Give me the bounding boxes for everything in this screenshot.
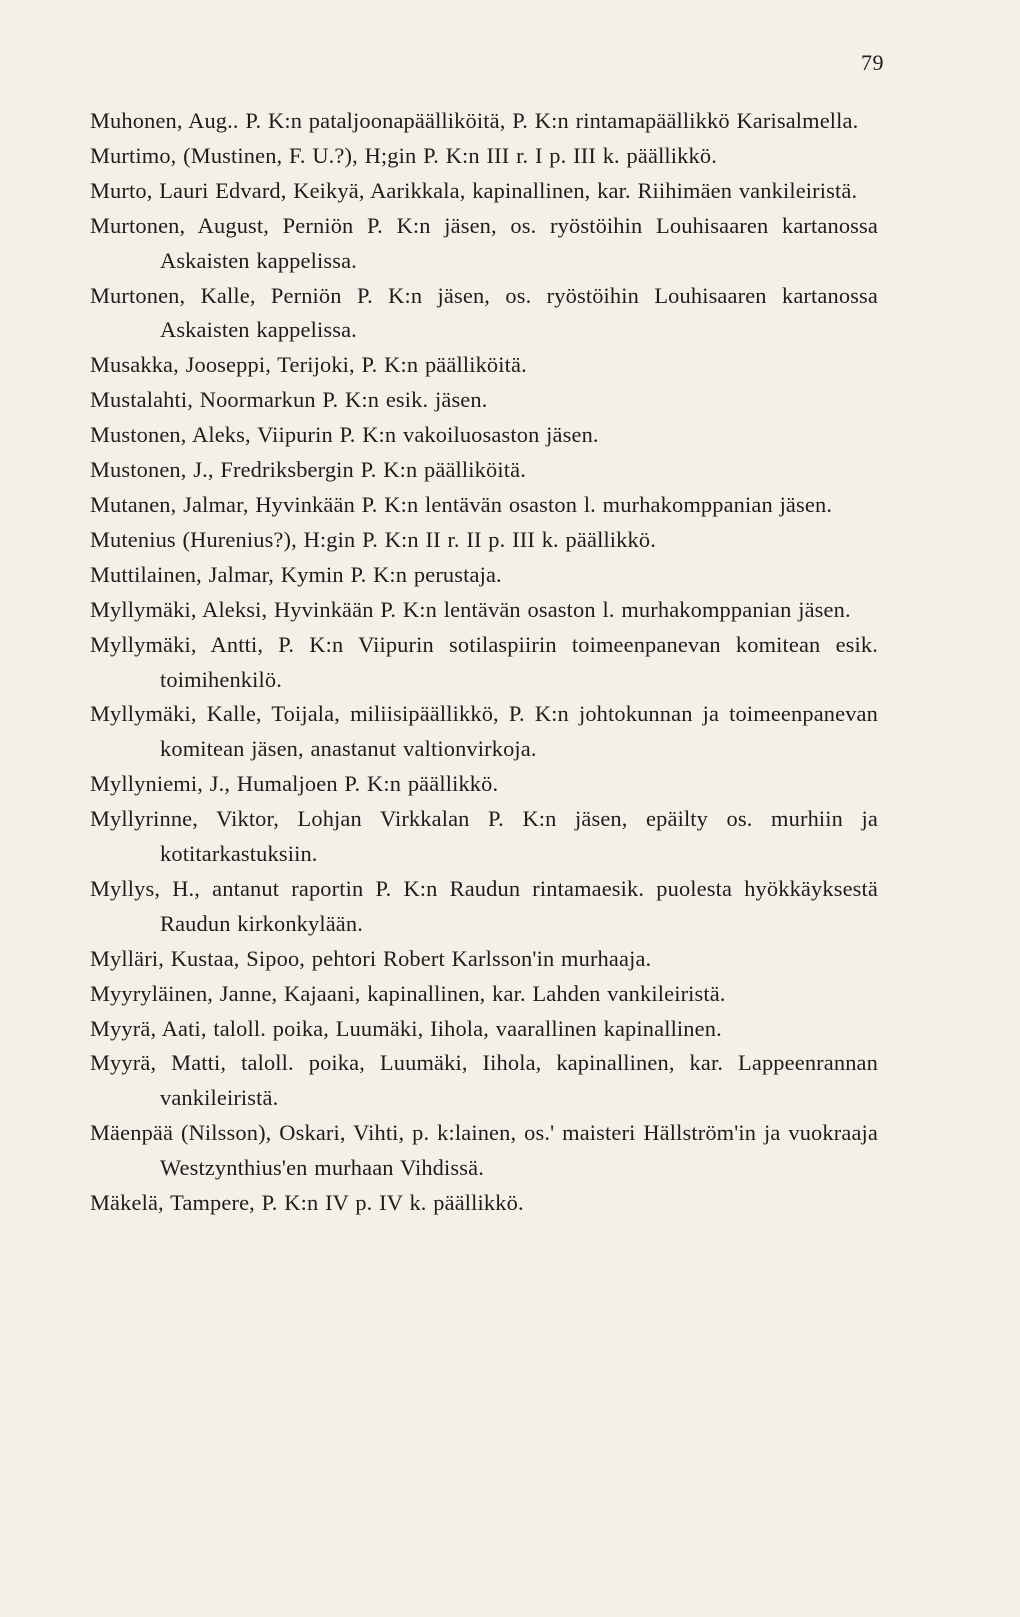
- register-entry: Mäkelä, Tampere, P. K:n IV p. IV k. päällikkö.: [90, 1190, 524, 1216]
- register-entry: Mustalahti, Noormarkun P. K:n esik. jäsen.: [90, 387, 488, 413]
- register-entry: Mutenius (Hurenius?), H:gin P. K:n II r. II p. III k. päällikkö.: [90, 526, 656, 552]
- page-number: 79: [861, 50, 884, 75]
- register-entry: Muttilainen, Jalmar, Kymin P. K:n perustaja.: [90, 561, 502, 587]
- register-entry: Myllymäki, Antti, P. K:n Viipurin sotilaspiirin toimeenpanevan komitean esik. toimihenkilö.: [90, 631, 878, 692]
- register-entry: Myllymäki, Aleksi, Hyvinkään P. K:n lentävän osaston l. murhakomppanian jäsen.: [90, 596, 851, 622]
- register-entry: Mutanen, Jalmar, Hyvinkään P. K:n lentävän osaston l. murhakomppanian jäsen.: [90, 491, 833, 517]
- register-entry: Muhonen, Aug.. P. K:n pataljoonapäälliköitä, P. K:n rintamapäällikkö Karisalmella.: [90, 108, 859, 133]
- register-entry: Myyrä, Aati, taloll. poika, Luumäki, Iihola, vaarallinen kapinallinen.: [90, 1015, 722, 1041]
- register-entry: Musakka, Jooseppi, Terijoki, P. K:n päälliköitä.: [90, 352, 527, 378]
- register-entry: Murtimo, (Mustinen, F. U.?), H;gin P. K:n III r. I p. III k. päällikkö.: [90, 142, 717, 168]
- register-entry: Mylläri, Kustaa, Sipoo, pehtori Robert Karlsson'in murhaaja.: [90, 945, 652, 971]
- register-entry: Myyryläinen, Janne, Kajaani, kapinallinen, kar. Lahden vankileiristä.: [90, 980, 726, 1006]
- register-entry: Mäenpää (Nilsson), Oskari, Vihti, p. k:lainen, os.' maisteri Hällström'in ja vuokraaja Westzynthius'en murhaan Vihdissä.: [90, 1120, 878, 1181]
- register-entry: Myyrä, Matti, taloll. poika, Luumäki, Iihola, kapinallinen, kar. Lappeenrannan vankileiristä.: [90, 1050, 878, 1111]
- register-entry: Myllymäki, Kalle, Toijala, miliisipäällikkö, P. K:n johtokunnan ja toimeenpanevan komitean jäsen, anastanut valtionvirkoja.: [90, 701, 878, 762]
- register-entry: Murtonen, August, Perniön P. K:n jäsen, os. ryöstöihin Louhisaaren kartanossa Askaisten kappelissa.: [90, 212, 878, 273]
- register-entry: Mustonen, J., Fredriksbergin P. K:n päälliköitä.: [90, 457, 526, 483]
- register-entry: Myllys, H., antanut raportin P. K:n Raudun rintamaesik. puolesta hyökkäyksestä Raudun kirkonkylään.: [90, 875, 878, 936]
- register-entry: Murto, Lauri Edvard, Keikyä, Aarikkala, kapinallinen, kar. Riihimäen vankileiristä.: [90, 177, 858, 203]
- register-entry: Mustonen, Aleks, Viipurin P. K:n vakoiluosaston jäsen.: [90, 422, 599, 448]
- register-entry: Myllyniemi, J., Humaljoen P. K:n päällikkö.: [90, 771, 499, 797]
- register-entry: Myllyrinne, Viktor, Lohjan Virkkalan P. K:n jäsen, epäilty os. murhiin ja kotitarkastuksiin.: [90, 806, 878, 867]
- register-entry: Murtonen, Kalle, Perniön P. K:n jäsen, os. ryöstöihin Louhisaaren kartanossa Askaisten kappelissa.: [90, 282, 878, 343]
- entry-list: [90, 104, 878, 1221]
